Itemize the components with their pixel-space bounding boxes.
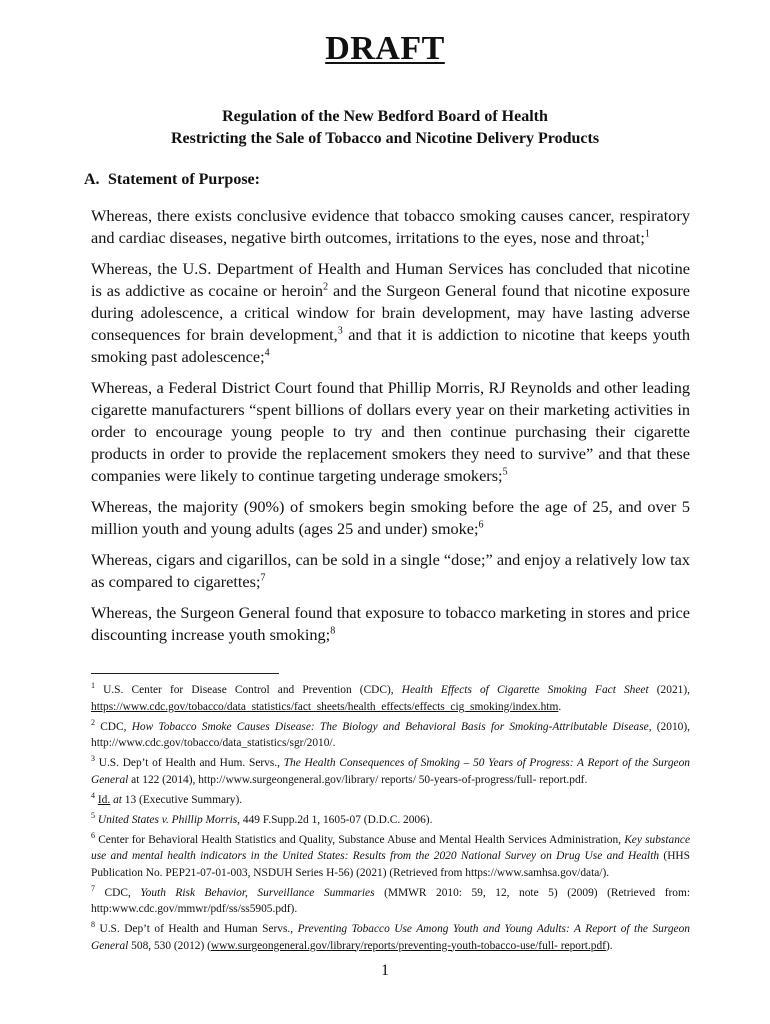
footnote-3: $^3$ U.S. Dep’t of Health and Hum. Servs., The Health Consequences of Smoking – 50 Years of Progress: A Report of the Surgeon General at 122 (2014), http://www.surgeongeneral.gov/library/ reports/ 50-years-of-progress/full- report.pdf. (91, 754, 690, 786)
footnote-8: $^8$ U.S. Dep’t of Health and Human Servs., Preventing Tobacco Use Among Youth and Young Adults: A Report of the Surgeon General 508, 530 (2012) (www.surgeongeneral.gov/library/reports/preventing-youth-tobacco-use/full- report.pdf). (91, 920, 690, 952)
footnote-1-link[interactable]: https://www.cdc.gov/tobacco/data_statistics/fact_sheets/health_effects/effects_cig_smoking/index.htm (91, 700, 559, 713)
footnote-2: $^2$ CDC, How Tobacco Smoke Causes Disease: The Biology and Behavioral Basis for Smoking-Attributable Disease, (2010), http://www.cdc.gov/tobacco/data_statistics/sgr/2010/. (91, 717, 690, 749)
draft-watermark-heading: DRAFT (325, 30, 445, 67)
regulation-title-line-1: Regulation of the New Bedford Board of Health (222, 108, 548, 125)
page-number: 1 (381, 962, 389, 979)
footnote-5: $^5$ United States v. Phillip Morris, 449 F.Supp.2d 1, 1605-07 (D.D.C. 2006). (91, 810, 433, 826)
footnote-ref: 3 (337, 325, 343, 337)
whereas-paragraph-2: Whereas, the U.S. Department of Health and Human Services has concluded that nicotine is as addictive as cocaine or heroin$^2$ and the Surgeon General found that nicotine exposure during adolescence, a critical window for brain development, may have lasting adverse consequences for brain development,$^3$ and that it is addiction to nicotine that keeps youth smoking past adolescence;$^4$ (91, 259, 691, 366)
footnote-ref: 6 (478, 519, 484, 531)
whereas-paragraph-3: Whereas, a Federal District Court found that Phillip Morris, RJ Reynolds and other leading cigarette manufacturers “spent billions of dollars every year on their marketing activities in order to encourage young people to try and then continue purchasing their cigarette products in order to provide the replacement smokers they need to survive” and that these companies were likely to continue targeting underage smokers;$^5$ (91, 378, 690, 485)
whereas-paragraph-1: Whereas, there exists conclusive evidence that tobacco smoking causes cancer, respiratory and cardiac diseases, negative birth outcomes, irritations to the eyes, nose and throat;$^1$ (91, 206, 690, 247)
footnotes (91, 682, 690, 958)
footnote-ref: 8 (330, 625, 336, 637)
section-title: Statement of Purpose: (108, 171, 260, 188)
section-label: A. (84, 171, 100, 188)
whereas-paragraph-4: Whereas, the majority (90%) of smokers begin smoking before the age of 25, and over 5 million youth and young adults (ages 25 and under) smoke;$^6$ (91, 497, 690, 538)
statement-body (91, 205, 690, 655)
whereas-paragraph-5: Whereas, cigars and cigarillos, can be sold in a single “dose;” and enjoy a relatively low tax as compared to cigarettes;$^7$ (91, 550, 690, 591)
footnote-ref: 1 (644, 228, 650, 240)
regulation-title-line-2: Restricting the Sale of Tobacco and Nicotine Delivery Products (170, 130, 600, 147)
footnote-7: $^7$ CDC, Youth Risk Behavior, Surveillance Summaries (MMWR 2010: 59, 12, note 5) (2009) (Retrieved from: http:www.cdc.gov/mmwr/pdf/ss/ss5905.pdf). (91, 883, 691, 915)
footnote-1: $^1$ U.S. Center for Disease Control and Prevention (CDC), Health Effects of Cigarette Smoking Fact Sheet (2021), https://www.cdc.gov/tobacco/data_statistics/fact_sheets/health_effects/effects_cig_smoking/index.htm. (91, 681, 690, 713)
footnote-ref: 2 (323, 281, 329, 293)
footnote-4: $^4$ Id. at 13 (Executive Summary). (91, 790, 243, 806)
footnote-8-link[interactable]: www.surgeongeneral.gov/library/reports/preventing-youth-tobacco-use/full- report.pdf (210, 939, 606, 952)
footnote-ref: 4 (264, 347, 270, 359)
footnote-separator (91, 673, 279, 674)
whereas-paragraph-6: Whereas, the Surgeon General found that exposure to tobacco marketing in stores and price discounting increase youth smoking;$^8$ (91, 603, 690, 644)
footnote-6: $^6$ Center for Behavioral Health Statistics and Quality, Substance Abuse and Mental Health Services Administration, Key substance use and mental health indicators in the United States: Results from the 2020 National Survey on Drug Use and Health (HHS Publication No. PEP21-07-01-003, NSDUH Series H-56) (2021) (Retrieved from https://www.samhsa.gov/data/). (91, 830, 691, 879)
section-a-heading (84, 171, 260, 189)
footnote-ref: 5 (502, 466, 508, 478)
footnote-ref: 7 (260, 572, 266, 584)
